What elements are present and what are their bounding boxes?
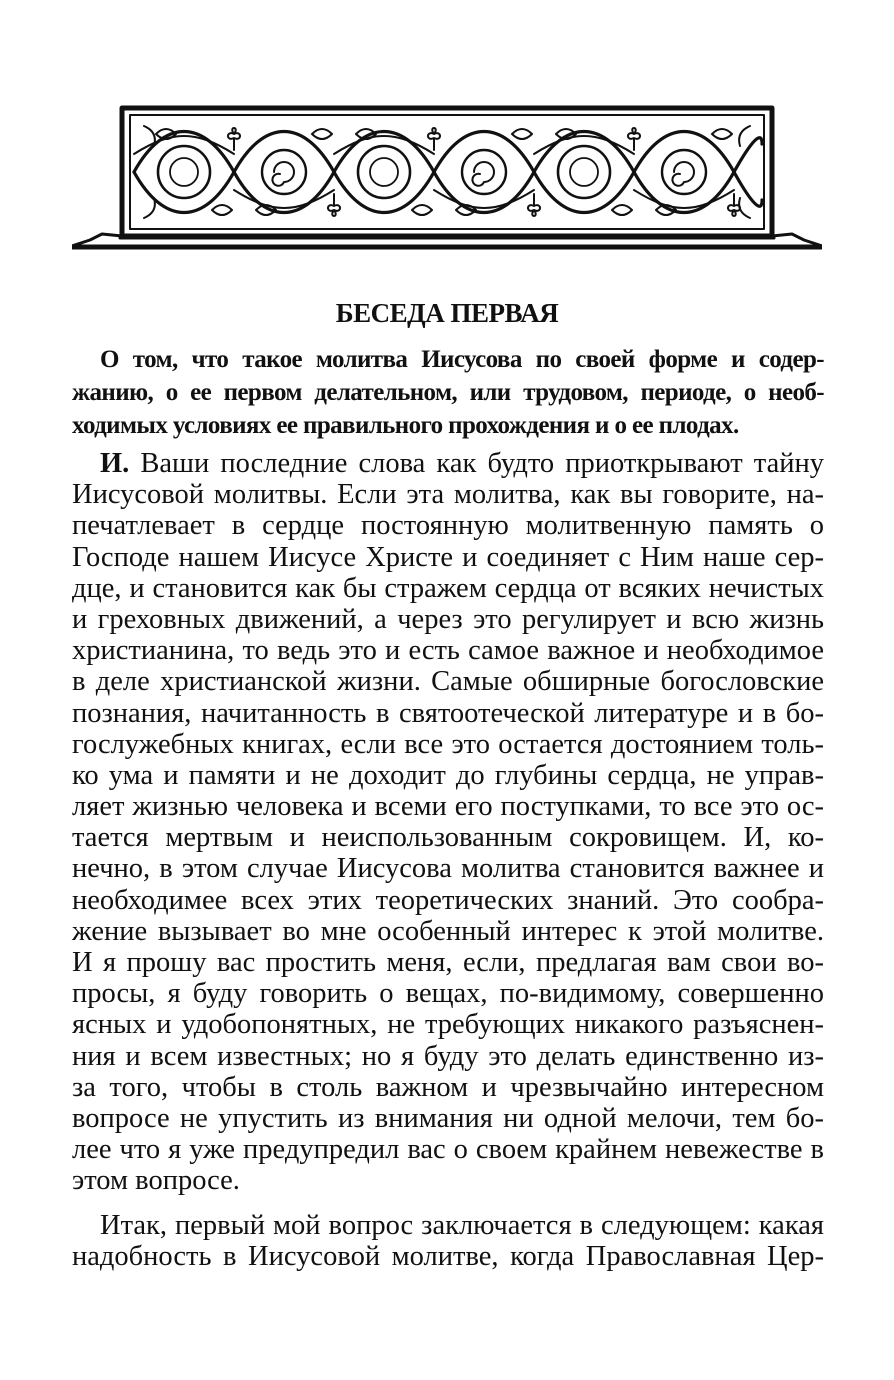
paragraph-line: ясных и удобопонятных, не требующих никакого разъяснен- (72, 1009, 824, 1041)
paragraph-line: Господе нашем Иисусе Христе и соединяет с Ним наше сер- (72, 541, 824, 573)
paragraph-line: печатлевает в сердце постоянную молитвенную память о (72, 510, 824, 542)
paragraph-line: необходимее всех этих теоретических знаний. Это сообра- (72, 884, 824, 916)
first-line-text: Ваши последние слова как будто приоткрывают тайну (129, 448, 824, 479)
chapter-heading: БЕСЕДА ПЕРВАЯ (335, 298, 559, 328)
paragraph-line: Иисусовой молитвы. Если эта молитва, как вы говорите, на- (72, 479, 824, 511)
paragraph-line: христианина, то ведь это и есть самое важное и необходимое (72, 635, 824, 667)
paragraph-line: и греховных движений, а через это регулирует и всю жизнь (72, 603, 824, 635)
subtitle-line: жанию, о ее первом делательном, или трудовом, периоде, о необ- (72, 379, 824, 406)
paragraph-line: надобность в Иисусовой молитве, когда Православная Цер- (72, 1241, 824, 1273)
paragraph-line: просы, я буду говорить о вещах, по-видимому, совершенно (72, 978, 824, 1010)
paragraph-line: лее что я уже предупредил вас о своем крайнем невежестве в (72, 1134, 824, 1166)
paragraph-line: жение вызывает во мне особенный интерес к этой молитве. (72, 915, 824, 947)
paragraph-line (72, 448, 824, 479)
paragraph-line: нечно, в этом случае Иисусова молитва становится важнее и (72, 853, 824, 885)
paragraph-line: ляет жизнью человека и всеми его поступками, то все это ос- (72, 791, 824, 823)
paragraph-line: познания, начитанность в святоотеческой литературе и в бо- (72, 697, 824, 729)
paragraph-line: дце, и становится как бы стражем сердца от всяких нечистых (72, 572, 824, 604)
speaker-initial: И. (100, 448, 130, 479)
subtitle-line: ходимых условиях ее правильного прохождения и о ее плодах. (72, 412, 739, 439)
paragraph-line: ния и всем известных; но я буду это делать единственно из- (72, 1040, 824, 1072)
paragraph-line: И я прошу вас простить меня, если, предлагая вам свои во- (72, 947, 824, 978)
paragraph-line: этом вопросе. (72, 1165, 240, 1197)
paragraph-line: ко ума и памяти и не доходит до глубины сердца, не управ- (72, 759, 824, 791)
paragraph-line: тается мертвым и неиспользованным сокровищем. И, ко- (72, 822, 824, 854)
subtitle-line: О том, что такое молитва Иисусова по своей форме и содер- (100, 346, 824, 373)
paragraph-line: гослужебных книгах, если все это остается достоянием толь- (72, 728, 824, 760)
paragraph-1 (72, 448, 824, 1197)
paragraph-line: вопросе не упустить из внимания ни одной мелочи, тем бо- (72, 1102, 824, 1134)
chapter-subtitle (72, 343, 824, 442)
paragraph-line: за того, чтобы в столь важном и чрезвычайно интересном (72, 1071, 824, 1103)
paragraph-line: в деле христианской жизни. Самые обширные богословские (72, 666, 824, 698)
paragraph-2 (72, 1210, 824, 1272)
ornament-headpiece (72, 104, 822, 252)
paragraph-line: Итак, первый мой вопрос заключается в следующем: какая (100, 1210, 824, 1241)
